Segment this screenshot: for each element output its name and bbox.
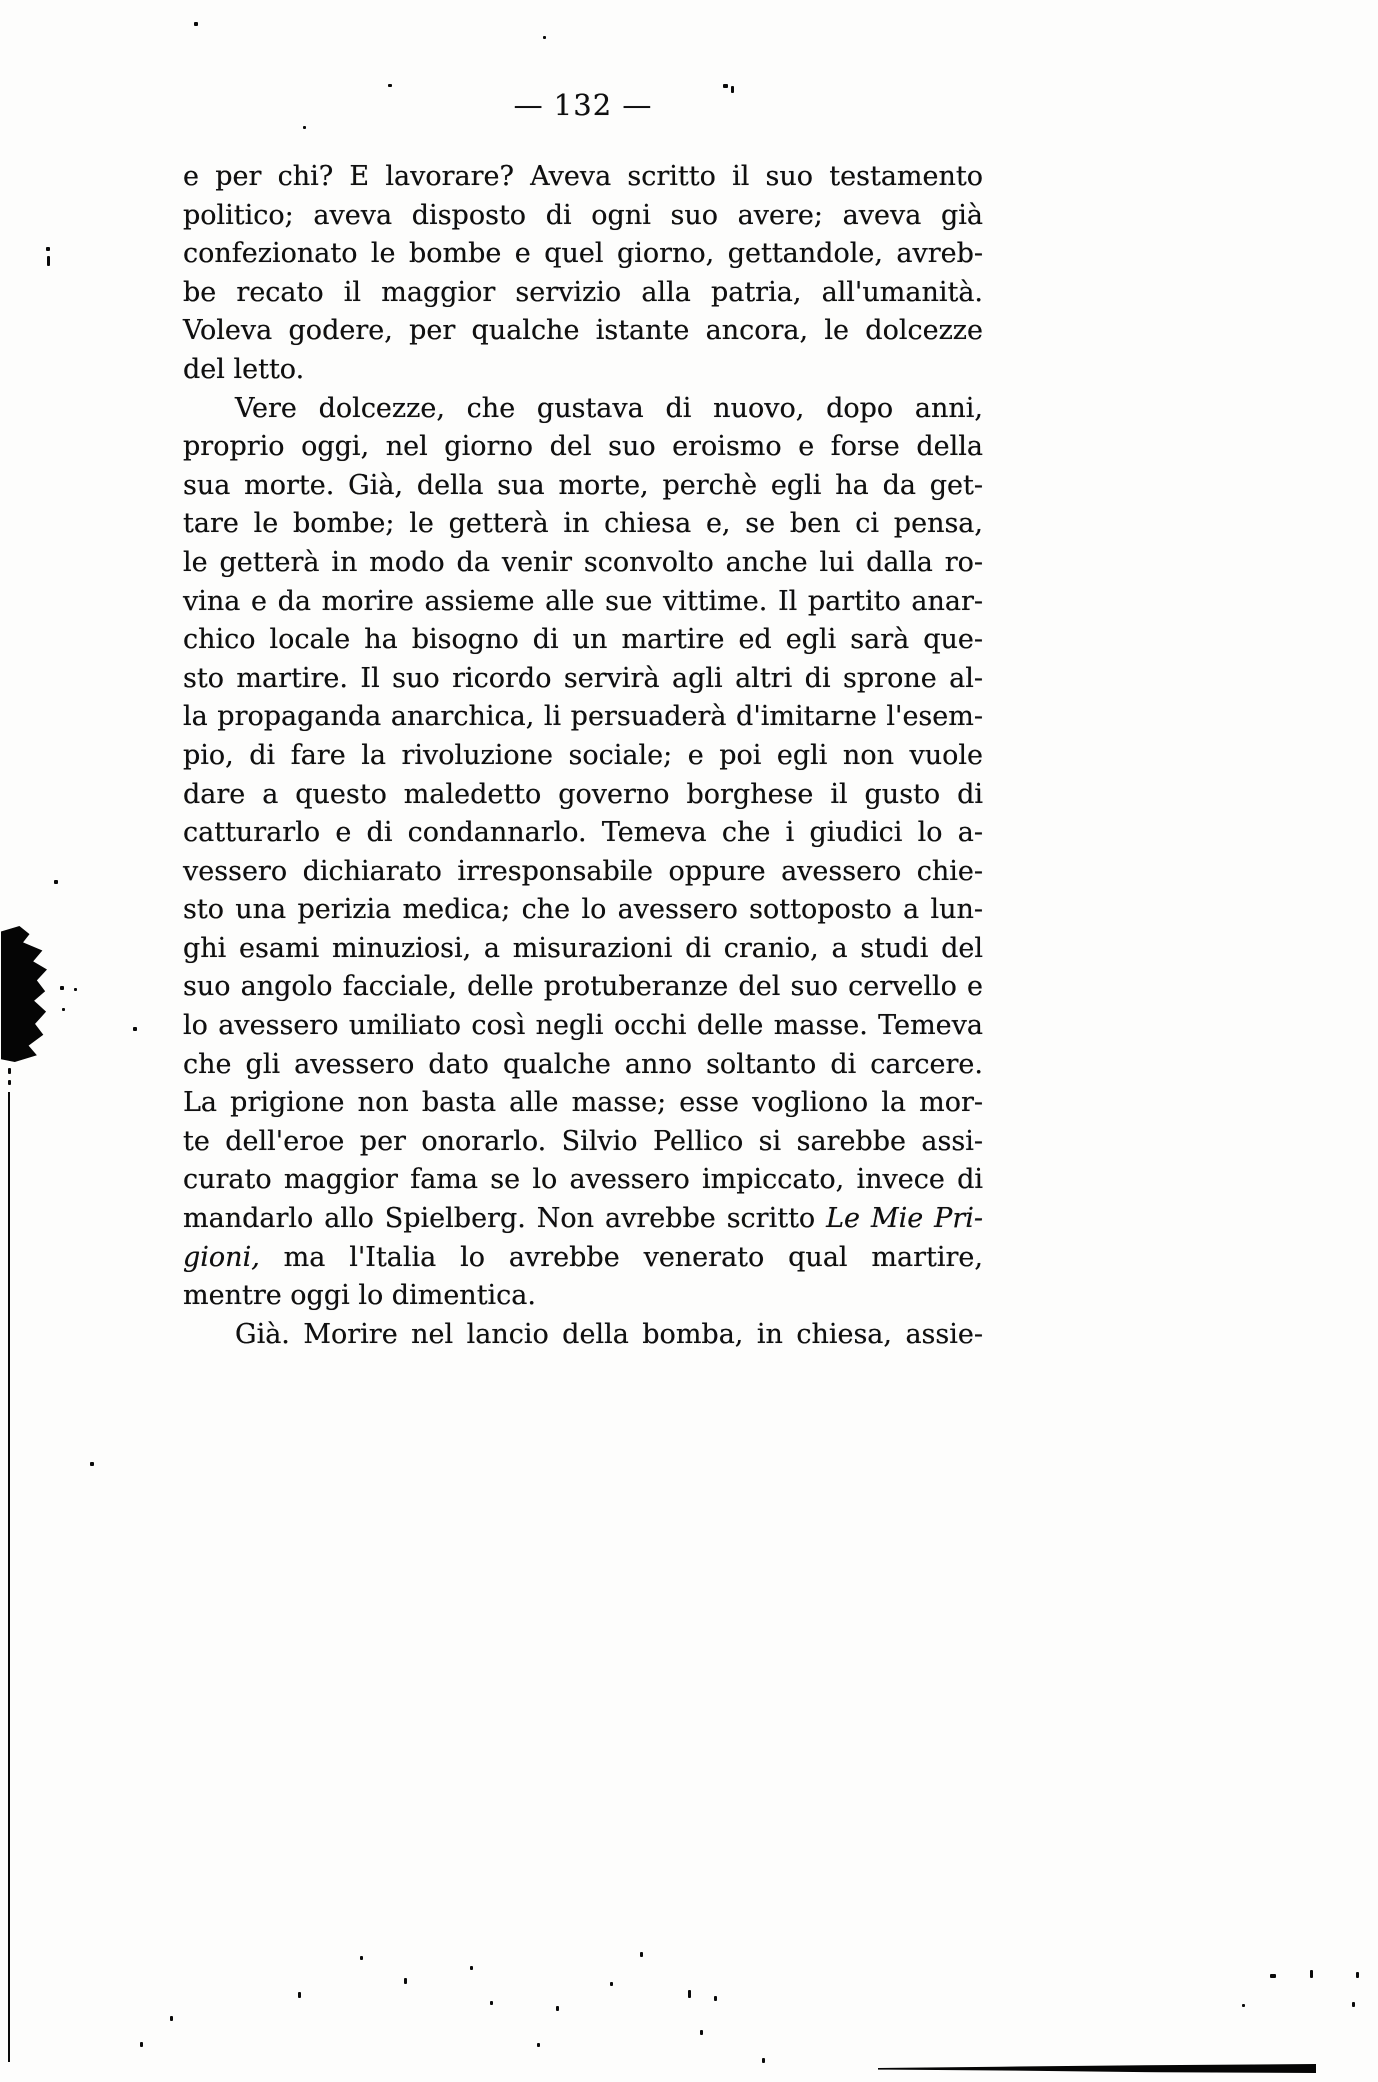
- scan-edge-line: [8, 1092, 10, 2062]
- text-line: sto una perizia medica; che lo avessero sottoposto a lun-: [183, 894, 983, 926]
- scan-speck: [556, 2006, 559, 2011]
- text-line: Vere dolcezze, che gustava di nuovo, dopo anni,: [235, 392, 983, 424]
- scan-speck: [388, 84, 392, 87]
- text-line: tare le bombe; le getterà in chiesa e, se ben ci pensa,: [183, 508, 983, 540]
- text-line: sto martire. Il suo ricordo servirà agli altri di sprone al-: [183, 662, 983, 694]
- scan-dash: [8, 1080, 11, 1085]
- scan-speck: [1310, 1970, 1313, 1978]
- scan-speck: [470, 1966, 473, 1970]
- scan-speck: [54, 880, 58, 884]
- text-line: gioni, ma l'Italia lo avrebbe venerato qual martire,: [183, 1241, 983, 1273]
- body-text: [183, 158, 983, 1354]
- text-line: confezionato le bombe e quel giorno, gettandole, avreb-: [183, 238, 983, 270]
- page-number: — 132 —: [513, 88, 653, 122]
- scan-speck: [74, 988, 77, 991]
- scan-speck: [543, 36, 546, 39]
- text-line: lo avessero umiliato così negli occhi delle masse. Temeva: [183, 1010, 983, 1042]
- scan-speck: [688, 1990, 691, 1998]
- text-line: la propaganda anarchica, li persuaderà d'imitarne l'esem-: [183, 701, 983, 733]
- scan-speck: [90, 1462, 94, 1466]
- scan-mark: [46, 247, 50, 251]
- scan-speck: [490, 2001, 493, 2005]
- text-line: vessero dichiarato irresponsabile oppure avessero chie-: [183, 855, 983, 887]
- text-line: che gli avessero dato qualche anno soltanto di carcere.: [183, 1048, 983, 1080]
- scan-speck: [700, 2030, 703, 2035]
- paragraph: [183, 390, 983, 1316]
- scan-speck: [170, 2016, 173, 2021]
- paragraph: [183, 1316, 983, 1355]
- text-line: mentre oggi lo dimentica.: [183, 1280, 536, 1312]
- scan-speck: [298, 1992, 301, 1998]
- scan-ink-blob: [1, 926, 47, 1062]
- text-line: Voleva godere, per qualche istante ancora, le dolcezze: [183, 315, 983, 347]
- scan-speck: [762, 2058, 765, 2063]
- text-line: suo angolo facciale, delle protuberanze del suo cervello e: [183, 971, 983, 1003]
- text-line: sua morte. Già, della sua morte, perchè egli ha da get-: [183, 469, 983, 501]
- text-line: curato maggior fama se lo avessero impiccato, invece di: [183, 1164, 983, 1196]
- text-line: politico; aveva disposto di ogni suo avere; aveva già: [183, 199, 983, 231]
- scan-speck: [133, 1027, 137, 1031]
- text-line: be recato il maggior servizio alla patria, all'umanità.: [183, 276, 983, 308]
- scan-smudge: [731, 86, 734, 93]
- paragraph: [183, 158, 983, 390]
- text-line: vina e da morire assieme alle sue vittime. Il partito anar-: [183, 585, 983, 617]
- text-line: Già. Morire nel lancio della bomba, in chiesa, assie-: [235, 1318, 983, 1350]
- text-line: dare a questo maledetto governo borghese il gusto di: [183, 778, 983, 810]
- scan-speck: [404, 1978, 407, 1984]
- text-line: catturarlo e di condannarlo. Temeva che i giudici lo a-: [183, 817, 983, 849]
- scan-speck: [640, 1952, 643, 1957]
- text-line: pio, di fare la rivoluzione sociale; e poi egli non vuole: [183, 739, 983, 771]
- scan-dash: [8, 1068, 11, 1074]
- text-line: e per chi? E lavorare? Aveva scritto il suo testamento: [183, 161, 983, 192]
- text-line: proprio oggi, nel giorno del suo eroismo e forse della: [183, 431, 983, 463]
- scan-bottom-bar: [878, 2064, 1316, 2073]
- scan-speck: [303, 126, 306, 129]
- scan-speck: [60, 986, 64, 990]
- scan-speck: [360, 1956, 363, 1960]
- scan-speck: [1356, 1972, 1359, 1978]
- scan-smudge: [723, 84, 728, 88]
- text-line: ghi esami minuziosi, a misurazioni di cranio, a studi del: [183, 932, 983, 964]
- scan-speck: [537, 2043, 540, 2047]
- scan-speck: [1270, 1974, 1276, 1978]
- text-line: del letto.: [183, 353, 305, 385]
- text-line: le getterà in modo da venir sconvolto anche lui dalla ro-: [183, 546, 983, 578]
- text-line: chico locale ha bisogno di un martire ed egli sarà que-: [183, 624, 983, 656]
- scan-speck: [714, 1996, 717, 2001]
- text-line: te dell'eroe per onorarlo. Silvio Pellico si sarebbe assi-: [183, 1125, 983, 1157]
- scan-speck: [194, 22, 198, 26]
- scan-speck: [140, 2042, 143, 2047]
- scan-speck: [610, 1982, 613, 1986]
- text-line: La prigione non basta alle masse; esse vogliono la mor-: [183, 1087, 983, 1119]
- scan-speck: [62, 1008, 65, 1011]
- scan-speck: [1352, 2002, 1355, 2007]
- scan-mark: [47, 256, 50, 266]
- text-line: mandarlo allo Spielberg. Non avrebbe scritto Le Mie Pri-: [183, 1203, 983, 1235]
- scan-speck: [1242, 2004, 1245, 2007]
